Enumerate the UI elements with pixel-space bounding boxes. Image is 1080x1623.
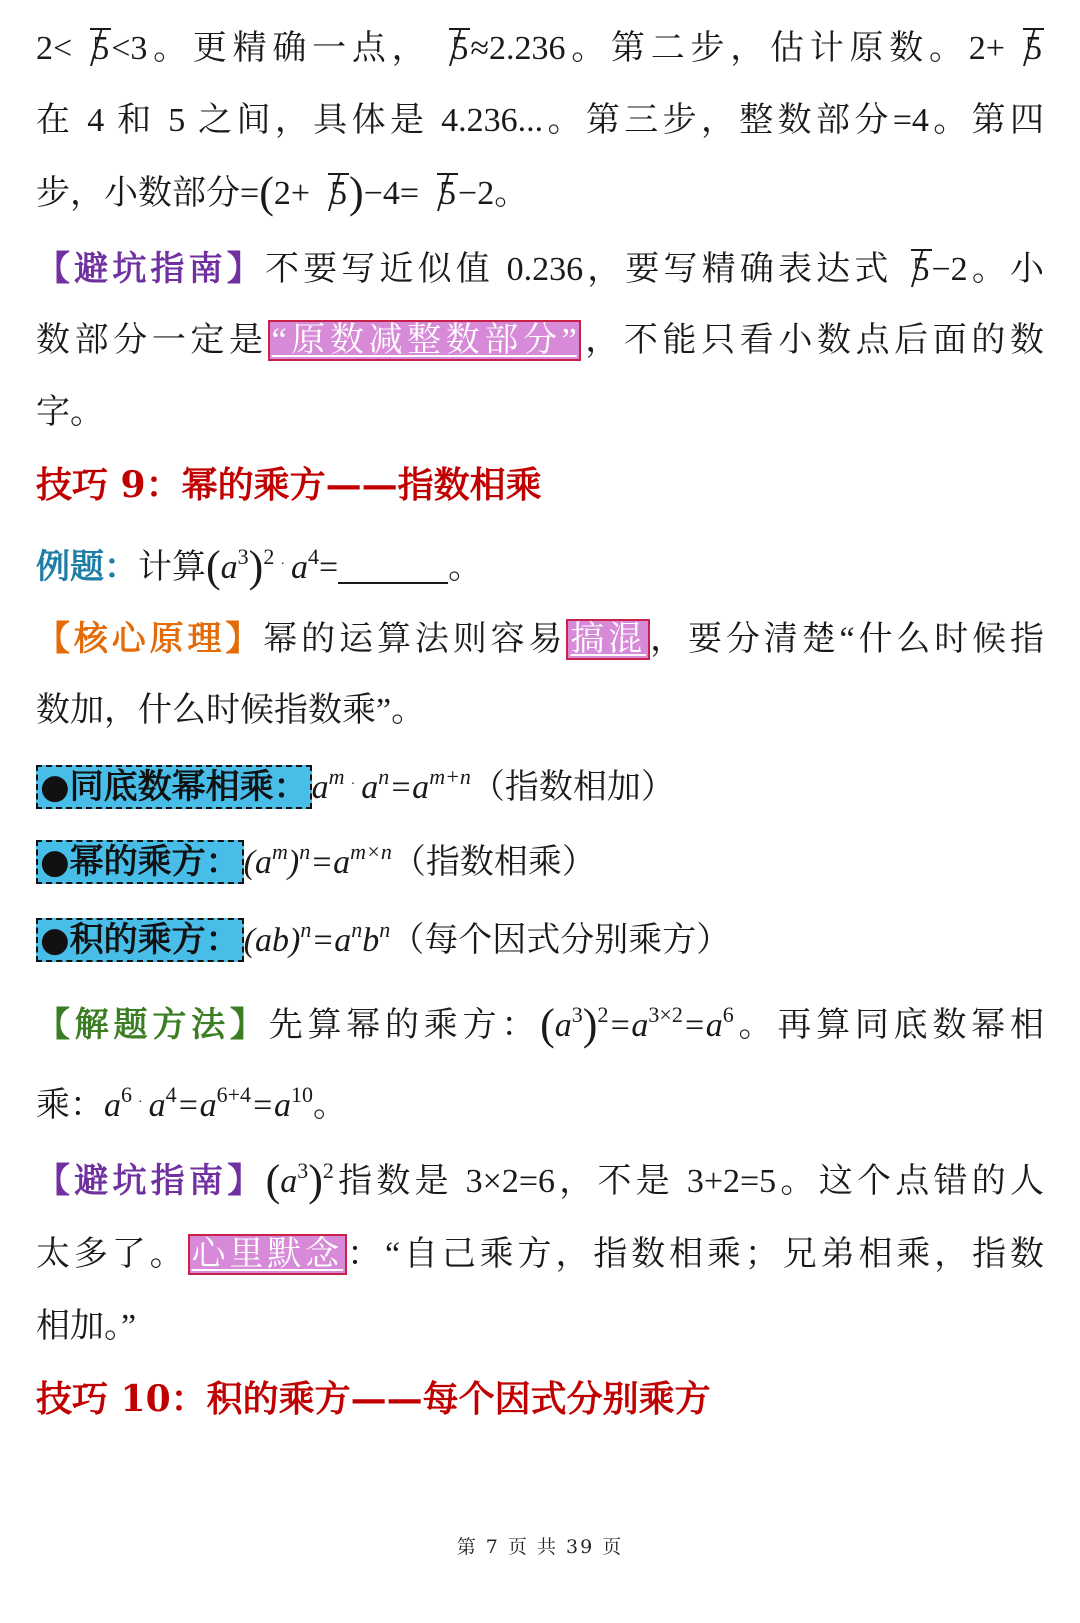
core-line-2: 数加，什么时候指数乘”。: [36, 692, 426, 729]
text-span: 太多了。: [36, 1236, 188, 1273]
rule-label: ●同底数幂相乘：: [36, 765, 312, 809]
sqrt-symbol: [419, 171, 458, 217]
pitfall2-line-2: [36, 1232, 1044, 1278]
multiply-dot: ·: [280, 557, 285, 572]
rule-item: [36, 840, 1044, 886]
math-var: a: [290, 549, 308, 586]
pitfall-line-2: [36, 318, 1044, 364]
method-line-1: [36, 1002, 1044, 1049]
sqrt-radicand: 5: [912, 251, 930, 288]
math-var: a: [280, 1163, 298, 1200]
text-span: <3。更精确一点，: [111, 30, 432, 67]
highlight-key-phrase: 心里默念: [188, 1234, 348, 1275]
math-exponent: 2: [322, 1158, 334, 1183]
math-exponent: n: [299, 839, 311, 864]
math-var: (ab): [243, 922, 301, 959]
paragraph-line-2: 在 4 和 5 之间，具体是 4.236...。第三步，整数部分=4。第四: [36, 102, 1044, 139]
method-line-2: [36, 1080, 1044, 1129]
math-exponent: 3×2: [648, 1002, 683, 1027]
text-span: 。: [313, 1087, 347, 1124]
example-tag: 例题：: [36, 547, 138, 587]
text-span: 乘：: [36, 1087, 104, 1124]
sqrt-radicand: 5: [92, 30, 110, 67]
text-span: ：“自己乘方，指数相乘；兄弟相乘，指数: [347, 1236, 1045, 1273]
rule-note: （每个因式分别乘方）: [390, 922, 731, 959]
core-tag: 【核心原理】: [36, 619, 264, 659]
rule-item: [36, 918, 1044, 964]
page-footer: 第 7 页 共 39 页: [456, 1536, 624, 1558]
math-exponent: 10: [291, 1082, 313, 1107]
pitfall-line-1: [36, 246, 1044, 293]
sqrt-radicand: 5: [330, 175, 348, 212]
left-paren: (: [259, 168, 274, 217]
math-var: =a: [310, 844, 351, 881]
core-line-1: [36, 616, 1044, 663]
math-exponent: m: [328, 764, 345, 789]
answer-blank[interactable]: [338, 548, 448, 584]
text-span: ≈2.236。第二步，估计原数。2+: [470, 30, 1005, 67]
sqrt-symbol: [310, 171, 349, 217]
text-span: 计算: [138, 549, 206, 586]
rule-item: [36, 762, 1044, 811]
math-var: =a: [176, 1087, 217, 1124]
paragraph-line-3: [36, 170, 1044, 217]
math-exponent: m: [272, 839, 288, 864]
sqrt-radicand: 5: [439, 175, 457, 212]
math-var: =a: [251, 1087, 291, 1124]
text-span: =: [318, 549, 339, 586]
highlight-key-phrase: 搞混: [566, 619, 650, 660]
math-var: a: [361, 769, 379, 806]
sqrt-symbol: [72, 26, 111, 72]
example-line: [36, 542, 1044, 591]
text-span: 幂的运算法则容易: [263, 621, 567, 658]
sqrt-symbol: [1005, 26, 1044, 72]
math-exponent: 3: [237, 544, 249, 569]
method-tag: 【解题方法】: [36, 1005, 269, 1045]
text-span: 步，小数部分=: [36, 175, 260, 212]
tip-heading: 技巧 10：积的乘方——每个因式分别乘方: [36, 1378, 711, 1420]
text-span: 。: [448, 549, 483, 586]
multiply-dot: ·: [350, 777, 356, 792]
rule-note: （指数相加）: [470, 769, 675, 806]
right-paren: ): [248, 542, 264, 591]
left-paren: (: [265, 1156, 281, 1205]
right-paren: ): [349, 168, 364, 217]
math-exponent: m+n: [429, 764, 471, 789]
text-span: −2。: [458, 175, 529, 212]
math-var: a: [554, 1007, 572, 1044]
text-span: −2。小: [931, 251, 1044, 288]
math-var: b: [362, 922, 380, 959]
text-span: 先算幂的乘方：: [268, 1007, 541, 1044]
text-span: −4=: [363, 175, 420, 212]
math-exponent: 3: [297, 1158, 309, 1183]
rule-label: ●积的乘方：: [36, 918, 244, 962]
math-var: ): [287, 844, 300, 881]
text-span: 。再算同底数幂相: [733, 1007, 1045, 1044]
left-paren: (: [206, 542, 221, 591]
text-span: 指数是 3×2=6，不是 3+2=5。这个点错的人: [333, 1163, 1044, 1200]
math-var: a: [104, 1087, 121, 1124]
paragraph-line-1: [36, 26, 1044, 72]
math-var: =a: [608, 1007, 649, 1044]
sqrt-symbol: [893, 247, 932, 293]
text-span: ，要分清楚“什么时候指: [650, 621, 1045, 658]
math-exponent: n: [351, 917, 363, 942]
math-exponent: 4: [165, 1082, 177, 1107]
text-span: 2+: [273, 175, 311, 212]
pitfall2-line-3: 相加。”: [36, 1308, 137, 1345]
right-paren: ): [582, 1000, 598, 1049]
math-exponent: 6: [722, 1002, 734, 1027]
multiply-dot: ·: [138, 1095, 143, 1110]
math-exponent: 2: [263, 544, 275, 569]
pitfall-tag: 【避坑指南】: [36, 1161, 266, 1201]
math-exponent: 6: [121, 1082, 132, 1107]
math-exponent: n: [300, 917, 312, 942]
sqrt-radicand: 5: [1024, 30, 1042, 67]
math-var: =a: [311, 922, 352, 959]
text-span: 不要写近似值 0.236，要写精确表达式: [264, 251, 893, 288]
left-paren: (: [540, 1000, 555, 1049]
math-exponent: n: [378, 764, 390, 789]
text-span: 数部分一定是: [36, 322, 268, 359]
text-span: 2<: [36, 30, 73, 67]
math-exponent: 2: [597, 1002, 609, 1027]
right-paren: ): [308, 1156, 323, 1205]
sqrt-symbol: [431, 26, 470, 72]
math-var: (a: [243, 844, 272, 881]
math-var: =a: [389, 769, 430, 806]
math-var: a: [148, 1087, 166, 1124]
math-exponent: 6+4: [216, 1082, 252, 1107]
math-exponent: m×n: [350, 839, 392, 864]
math-exponent: 3: [571, 1002, 583, 1027]
rule-label: ●幂的乘方：: [36, 840, 244, 884]
pitfall2-line-1: [36, 1158, 1044, 1205]
math-exponent: 4: [307, 544, 319, 569]
math-exponent: n: [379, 917, 391, 942]
math-var: =a: [682, 1007, 723, 1044]
pitfall-tag: 【避坑指南】: [36, 249, 265, 289]
math-var: a: [311, 769, 329, 806]
text-span: ，不能只看小数点后面的数: [580, 322, 1045, 359]
pitfall-line-3: 字。: [36, 394, 104, 431]
math-var: a: [220, 549, 238, 586]
rule-note: （指数相乘）: [391, 844, 596, 881]
highlight-key-phrase: “原数减整数部分”: [268, 320, 581, 361]
sqrt-radicand: 5: [451, 30, 469, 67]
tip-heading: 技巧 9：幂的乘方——指数相乘: [36, 464, 542, 506]
